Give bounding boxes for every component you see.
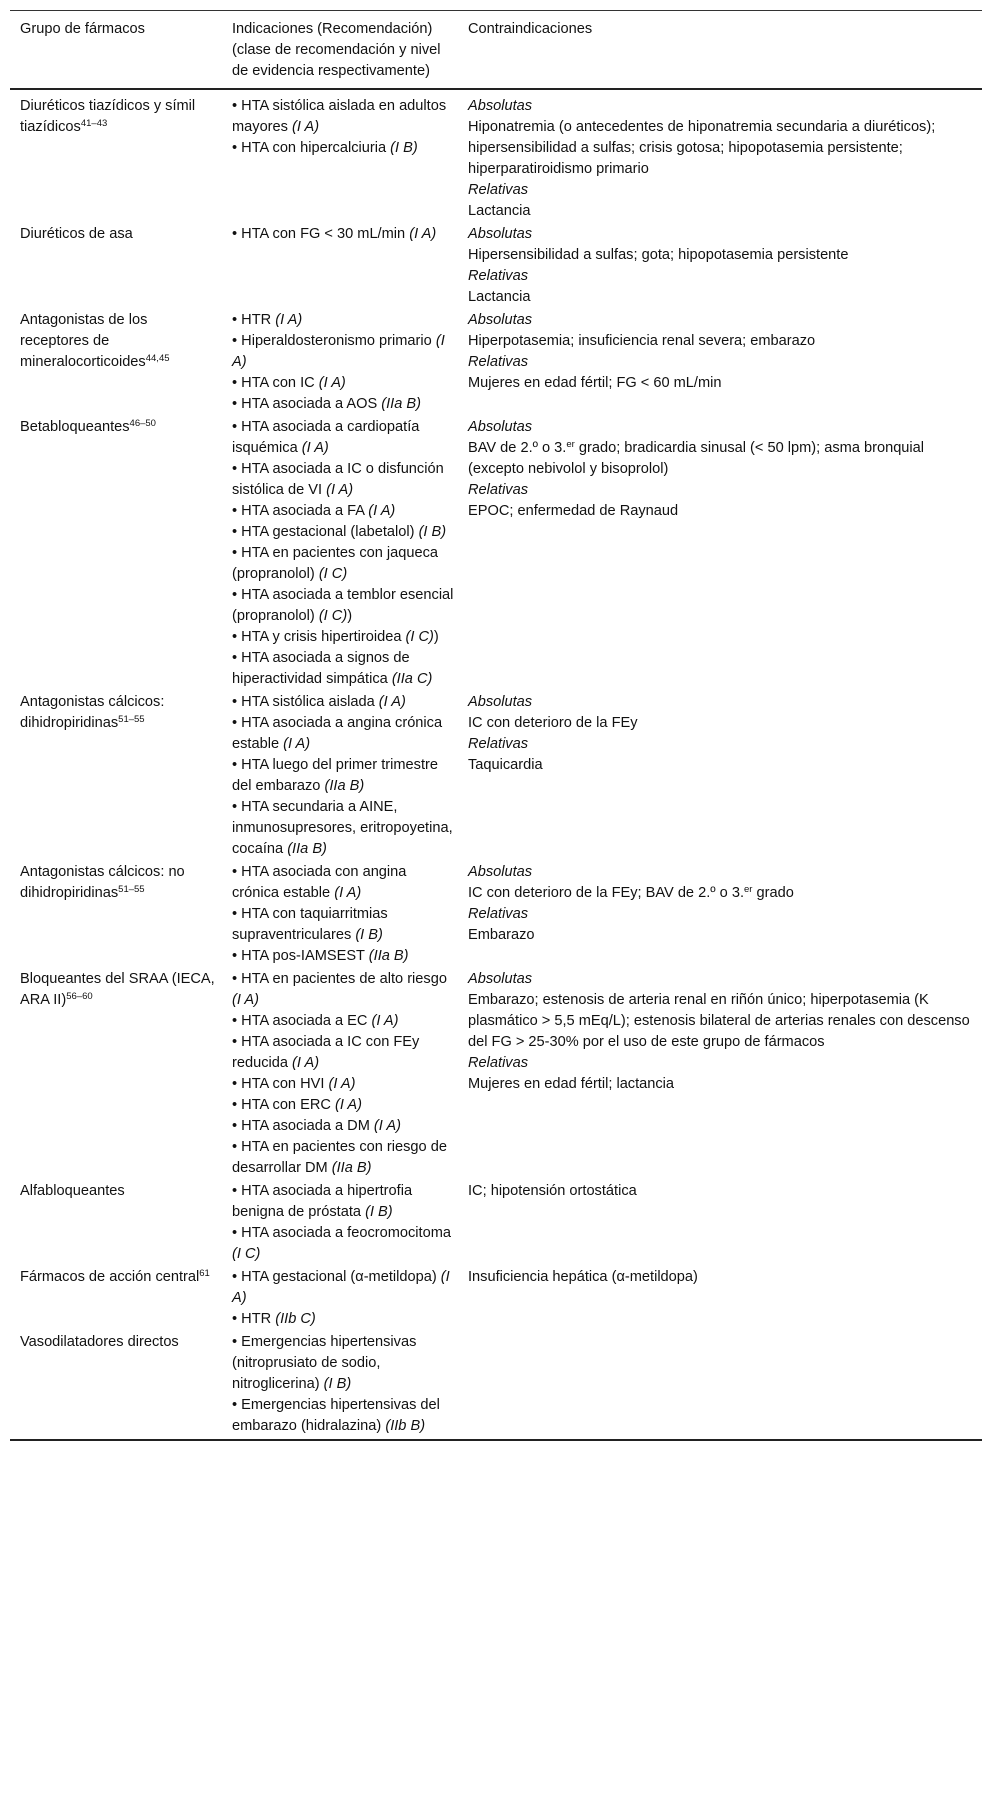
indications-cell xyxy=(222,89,458,224)
indication-item xyxy=(232,543,454,585)
evidence-level: (I A) xyxy=(373,1118,401,1134)
reference-superscript: 51–55 xyxy=(118,714,145,725)
indication-text: • HTA asociada a temblor esencial (propranolol) xyxy=(232,587,454,624)
drug-group-name: Antagonistas de los receptores de mineralocorticoides xyxy=(20,312,148,370)
indication-text: • HTR xyxy=(232,312,272,328)
header-row xyxy=(10,11,982,90)
indication-item xyxy=(232,904,454,946)
contraindication-text: EPOC; enfermedad de Raynaud xyxy=(468,503,679,519)
contraindication-text: Hipersensibilidad a sulfas; gota; hipopotasemia persistente xyxy=(468,247,849,263)
indication-item xyxy=(232,1223,454,1265)
contraindication-category: Relativas xyxy=(468,482,529,498)
evidence-level: (IIb B) xyxy=(385,1418,426,1434)
indication-text: • HTA asociada a AOS xyxy=(232,396,378,412)
contraindication-category: Relativas xyxy=(468,1055,529,1071)
drug-group-name: Antagonistas cálcicos: dihidropiridinas xyxy=(20,694,165,731)
contraindication-text: Hiperpotasemia; insuficiencia renal severa; embarazo xyxy=(468,333,816,349)
contraindication-category: Absolutas xyxy=(468,694,533,710)
contraindication-text: IC; hipotensión ortostática xyxy=(468,1183,637,1199)
evidence-level: (I B) xyxy=(365,1204,393,1220)
contraindication-text: Hiponatremia (o antecedentes de hiponatremia secundaria a diuréticos); hipersensibilidad a sulfas; crisis gotosa; hipopotasemia persistente; hiperparatiroidismo primario xyxy=(468,119,936,177)
indication-text: • HTA con IC xyxy=(232,375,315,391)
evidence-level: (I C) xyxy=(232,1246,261,1262)
reference-superscript: 41–43 xyxy=(80,118,108,129)
drug-group-cell xyxy=(10,224,222,310)
table-row xyxy=(10,224,982,310)
contraindication-category: Relativas xyxy=(468,268,529,284)
indication-text: • HTR xyxy=(232,1311,272,1327)
contraindications-cell xyxy=(458,310,982,417)
table-row xyxy=(10,89,982,224)
indication-text: • HTA con hipercalciuria xyxy=(232,140,387,156)
indications-cell xyxy=(222,310,458,417)
evidence-level: (I A) xyxy=(328,1076,356,1092)
indication-item xyxy=(232,585,454,627)
table-row xyxy=(10,1332,982,1440)
indications-cell xyxy=(222,969,458,1181)
indication-text: • HTA asociada a IC o disfunción sistólica de VI xyxy=(232,461,444,498)
evidence-level: (IIa B) xyxy=(331,1160,372,1176)
evidence-level: (I A) xyxy=(334,885,362,901)
indications-cell xyxy=(222,862,458,969)
drug-group-cell xyxy=(10,1181,222,1267)
closing-paren: ) xyxy=(347,608,353,624)
indication-text: • HTA asociada a cardiopatía isquémica xyxy=(232,419,420,456)
contraindication-text: Mujeres en edad fértil; FG < 60 mL/min xyxy=(468,375,722,391)
indication-text: • HTA asociada a IC con FEy reducida xyxy=(232,1034,420,1071)
drug-group-name: Antagonistas cálcicos: no dihidropiridinas xyxy=(20,864,185,901)
reference-superscript: 44,45 xyxy=(145,353,170,364)
header-contraindications: Contraindicaciones xyxy=(468,21,593,37)
reference-superscript: 61 xyxy=(199,1268,210,1279)
indication-item xyxy=(232,1332,454,1395)
contraindication-text: Taquicardia xyxy=(468,757,543,773)
evidence-level: (I A) xyxy=(409,226,437,242)
indication-item xyxy=(232,862,454,904)
indication-item xyxy=(232,713,454,755)
drug-group-name: Betabloqueantes xyxy=(20,419,130,435)
evidence-level: (IIa B) xyxy=(287,841,327,857)
evidence-level: (I A) xyxy=(292,1055,320,1071)
indication-text: • HTA en pacientes con jaqueca (propranolol) xyxy=(232,545,439,582)
drug-group-name: Diuréticos de asa xyxy=(20,226,133,242)
indication-text: • HTA con ERC xyxy=(232,1097,331,1113)
header-indications: Indicaciones (Recomendación) (clase de recomendación y nivel de evidencia respectivamente) xyxy=(232,21,441,79)
drug-group-cell xyxy=(10,1267,222,1332)
contraindication-category: Relativas xyxy=(468,736,529,752)
evidence-level: (IIb C) xyxy=(275,1311,316,1327)
contraindication-text: IC con deterioro de la FEy xyxy=(468,715,638,731)
indication-text: • HTA asociada a EC xyxy=(232,1013,368,1029)
indications-cell xyxy=(222,1332,458,1440)
table-header xyxy=(10,11,982,90)
indication-item xyxy=(232,1032,454,1074)
contraindications-cell xyxy=(458,1267,982,1332)
evidence-level: (I B) xyxy=(323,1376,352,1392)
contraindication-category: Relativas xyxy=(468,354,529,370)
evidence-level: (I C) xyxy=(318,608,348,624)
reference-superscript: 56–60 xyxy=(66,991,93,1002)
indication-item xyxy=(232,501,454,522)
table-row xyxy=(10,862,982,969)
evidence-level: (I A) xyxy=(318,375,346,391)
indications-cell xyxy=(222,1267,458,1332)
indication-text: • HTA con taquiarritmias supraventriculares xyxy=(232,906,388,943)
contraindication-category: Absolutas xyxy=(468,419,533,435)
indication-text: • HTA sistólica aislada en adultos mayores xyxy=(232,98,447,135)
indication-text: • HTA asociada a feocromocitoma xyxy=(232,1225,451,1241)
table-row xyxy=(10,1267,982,1332)
indication-item xyxy=(232,1116,454,1137)
indication-text: • HTA sistólica aislada xyxy=(232,694,375,710)
contraindication-category: Absolutas xyxy=(468,864,533,880)
evidence-level: (I A) xyxy=(301,440,329,456)
contraindication-category: Absolutas xyxy=(468,971,533,987)
drug-group-cell xyxy=(10,862,222,969)
drug-group-name: Fármacos de acción central xyxy=(20,1269,200,1285)
indication-item xyxy=(232,1095,454,1116)
indication-text: • HTA asociada a angina crónica estable xyxy=(232,715,443,752)
indication-item xyxy=(232,138,454,159)
contraindication-text: BAV de 2.º o 3.$^{er}$ grado; bradicardia sinusal (< 50 lpm); asma bronquial (excepto nebivolol y bisoprolol) xyxy=(468,439,925,477)
indication-item xyxy=(232,1011,454,1032)
evidence-level: (I A) xyxy=(326,482,354,498)
indications-cell xyxy=(222,417,458,692)
indication-item xyxy=(232,946,454,967)
indication-text: • HTA asociada a signos de hiperactividad simpática xyxy=(232,650,410,687)
evidence-level: (I A) xyxy=(334,1097,363,1113)
evidence-level: (I A) xyxy=(292,119,320,135)
contraindications-cell xyxy=(458,89,982,224)
indication-text: • HTA secundaria a AINE, inmunosupresores, eritropoyetina, cocaína xyxy=(232,799,453,857)
table-row xyxy=(10,1181,982,1267)
evidence-level: (I A) xyxy=(275,312,303,328)
indication-text: • HTA con HVI xyxy=(232,1076,325,1092)
indication-text: • HTA en pacientes con riesgo de desarrollar DM xyxy=(232,1139,447,1176)
indication-item xyxy=(232,627,454,648)
indication-item xyxy=(232,1395,454,1437)
indication-text: • Emergencias hipertensivas (nitroprusiato de sodio, nitroglicerina) xyxy=(232,1334,417,1392)
contraindication-text: Lactancia xyxy=(468,289,531,305)
indication-text: • HTA en pacientes de alto riesgo xyxy=(232,971,447,987)
contraindications-cell xyxy=(458,1181,982,1267)
contraindication-text: Insuficiencia hepática (α-metildopa) xyxy=(468,1269,698,1285)
indication-item xyxy=(232,310,454,331)
indication-item xyxy=(232,755,454,797)
drug-group-cell xyxy=(10,969,222,1181)
evidence-level: (I A) xyxy=(283,736,311,752)
indication-item xyxy=(232,1181,454,1223)
indication-item xyxy=(232,459,454,501)
indication-text: • HTA y crisis hipertiroidea xyxy=(232,629,402,645)
indication-text: • HTA asociada con angina crónica estable xyxy=(232,864,407,901)
contraindications-cell xyxy=(458,224,982,310)
indication-item xyxy=(232,522,454,543)
indication-text: • HTA gestacional (α-metildopa) xyxy=(232,1269,437,1285)
evidence-level: (I A) xyxy=(371,1013,399,1029)
evidence-level: (I B) xyxy=(418,524,447,540)
indication-text: • HTA con FG < 30 mL/min xyxy=(232,226,406,242)
contraindications-cell xyxy=(458,417,982,692)
evidence-level: (I A) xyxy=(232,1269,450,1306)
indication-item xyxy=(232,331,454,373)
table-row xyxy=(10,310,982,417)
contraindications-cell xyxy=(458,1332,982,1440)
reference-superscript: 51–55 xyxy=(118,884,145,895)
indication-text: • HTA asociada a FA xyxy=(232,503,365,519)
contraindications-cell xyxy=(458,692,982,862)
closing-paren: ) xyxy=(433,629,439,645)
contraindication-text: Lactancia xyxy=(468,203,531,219)
drug-group-cell xyxy=(10,692,222,862)
contraindication-text: Embarazo; estenosis de arteria renal en riñón único; hiperpotasemia (K plasmático > 5,5 mEq/L); estenosis bilateral de arterias renales con descenso del FG > 25-30% por el uso de este grupo de fármacos xyxy=(468,992,970,1050)
contraindications-cell xyxy=(458,969,982,1181)
indication-text: • HTA pos-IAMSEST xyxy=(232,948,365,964)
indications-cell xyxy=(222,692,458,862)
contraindication-text: IC con deterioro de la FEy; BAV de 2.º o 3.$^{er}$ grado xyxy=(468,884,794,901)
indication-text: • Hiperaldosteronismo primario xyxy=(232,333,432,349)
drug-group-name: Diuréticos tiazídicos y símil tiazídicos xyxy=(20,98,196,135)
table-body xyxy=(10,89,982,1440)
contraindication-text: Embarazo xyxy=(468,927,535,943)
indication-text: • HTA asociada a hipertrofia benigna de próstata xyxy=(232,1183,413,1220)
indication-text: • HTA gestacional (labetalol) xyxy=(232,524,415,540)
drug-group-cell xyxy=(10,89,222,224)
indication-item xyxy=(232,1267,454,1309)
drug-group-name: Bloqueantes del SRAA (IECA, ARA II) xyxy=(20,971,215,1008)
indication-item xyxy=(232,797,454,860)
indication-item xyxy=(232,417,454,459)
indication-item xyxy=(232,969,454,1011)
evidence-level: (I C) xyxy=(318,566,348,582)
contraindication-text: Mujeres en edad fértil; lactancia xyxy=(468,1076,675,1092)
contraindication-category: Relativas xyxy=(468,182,529,198)
drug-group-cell xyxy=(10,310,222,417)
drug-group-cell xyxy=(10,417,222,692)
indication-item xyxy=(232,373,454,394)
table-row xyxy=(10,417,982,692)
header-group: Grupo de fármacos xyxy=(20,21,145,37)
indication-text: • Emergencias hipertensivas del embarazo (hidralazina) xyxy=(232,1397,440,1434)
evidence-level: (I B) xyxy=(355,927,383,943)
indication-text: • HTA asociada a DM xyxy=(232,1118,370,1134)
contraindication-category: Absolutas xyxy=(468,312,533,328)
evidence-level: (I A) xyxy=(232,333,445,370)
indication-item xyxy=(232,648,454,690)
contraindication-category: Absolutas xyxy=(468,98,533,114)
evidence-level: (IIa B) xyxy=(368,948,409,964)
indication-item xyxy=(232,224,454,245)
evidence-level: (IIa B) xyxy=(324,778,365,794)
indication-item xyxy=(232,692,454,713)
drug-group-cell xyxy=(10,1332,222,1440)
indication-item xyxy=(232,1137,454,1179)
indication-item xyxy=(232,1309,454,1330)
indications-cell xyxy=(222,224,458,310)
contraindication-category: Relativas xyxy=(468,906,529,922)
indication-item xyxy=(232,394,454,415)
evidence-level: (I B) xyxy=(390,140,418,156)
evidence-level: (I A) xyxy=(232,992,260,1008)
contraindication-category: Absolutas xyxy=(468,226,533,242)
drug-group-name: Vasodilatadores directos xyxy=(20,1334,179,1350)
indications-cell xyxy=(222,1181,458,1267)
evidence-level: (I A) xyxy=(368,503,396,519)
drug-groups-table xyxy=(10,10,982,1441)
table-row xyxy=(10,692,982,862)
evidence-level: (I A) xyxy=(378,694,406,710)
table-row xyxy=(10,969,982,1181)
indication-item xyxy=(232,96,454,138)
indication-text: • HTA luego del primer trimestre del embarazo xyxy=(232,757,438,794)
indication-item xyxy=(232,1074,454,1095)
contraindications-cell xyxy=(458,862,982,969)
evidence-level: (IIa B) xyxy=(381,396,421,412)
evidence-level: (IIa C) xyxy=(391,671,433,687)
evidence-level: (I C) xyxy=(405,629,434,645)
drug-group-name: Alfabloqueantes xyxy=(20,1183,125,1199)
reference-superscript: 46–50 xyxy=(129,418,156,429)
